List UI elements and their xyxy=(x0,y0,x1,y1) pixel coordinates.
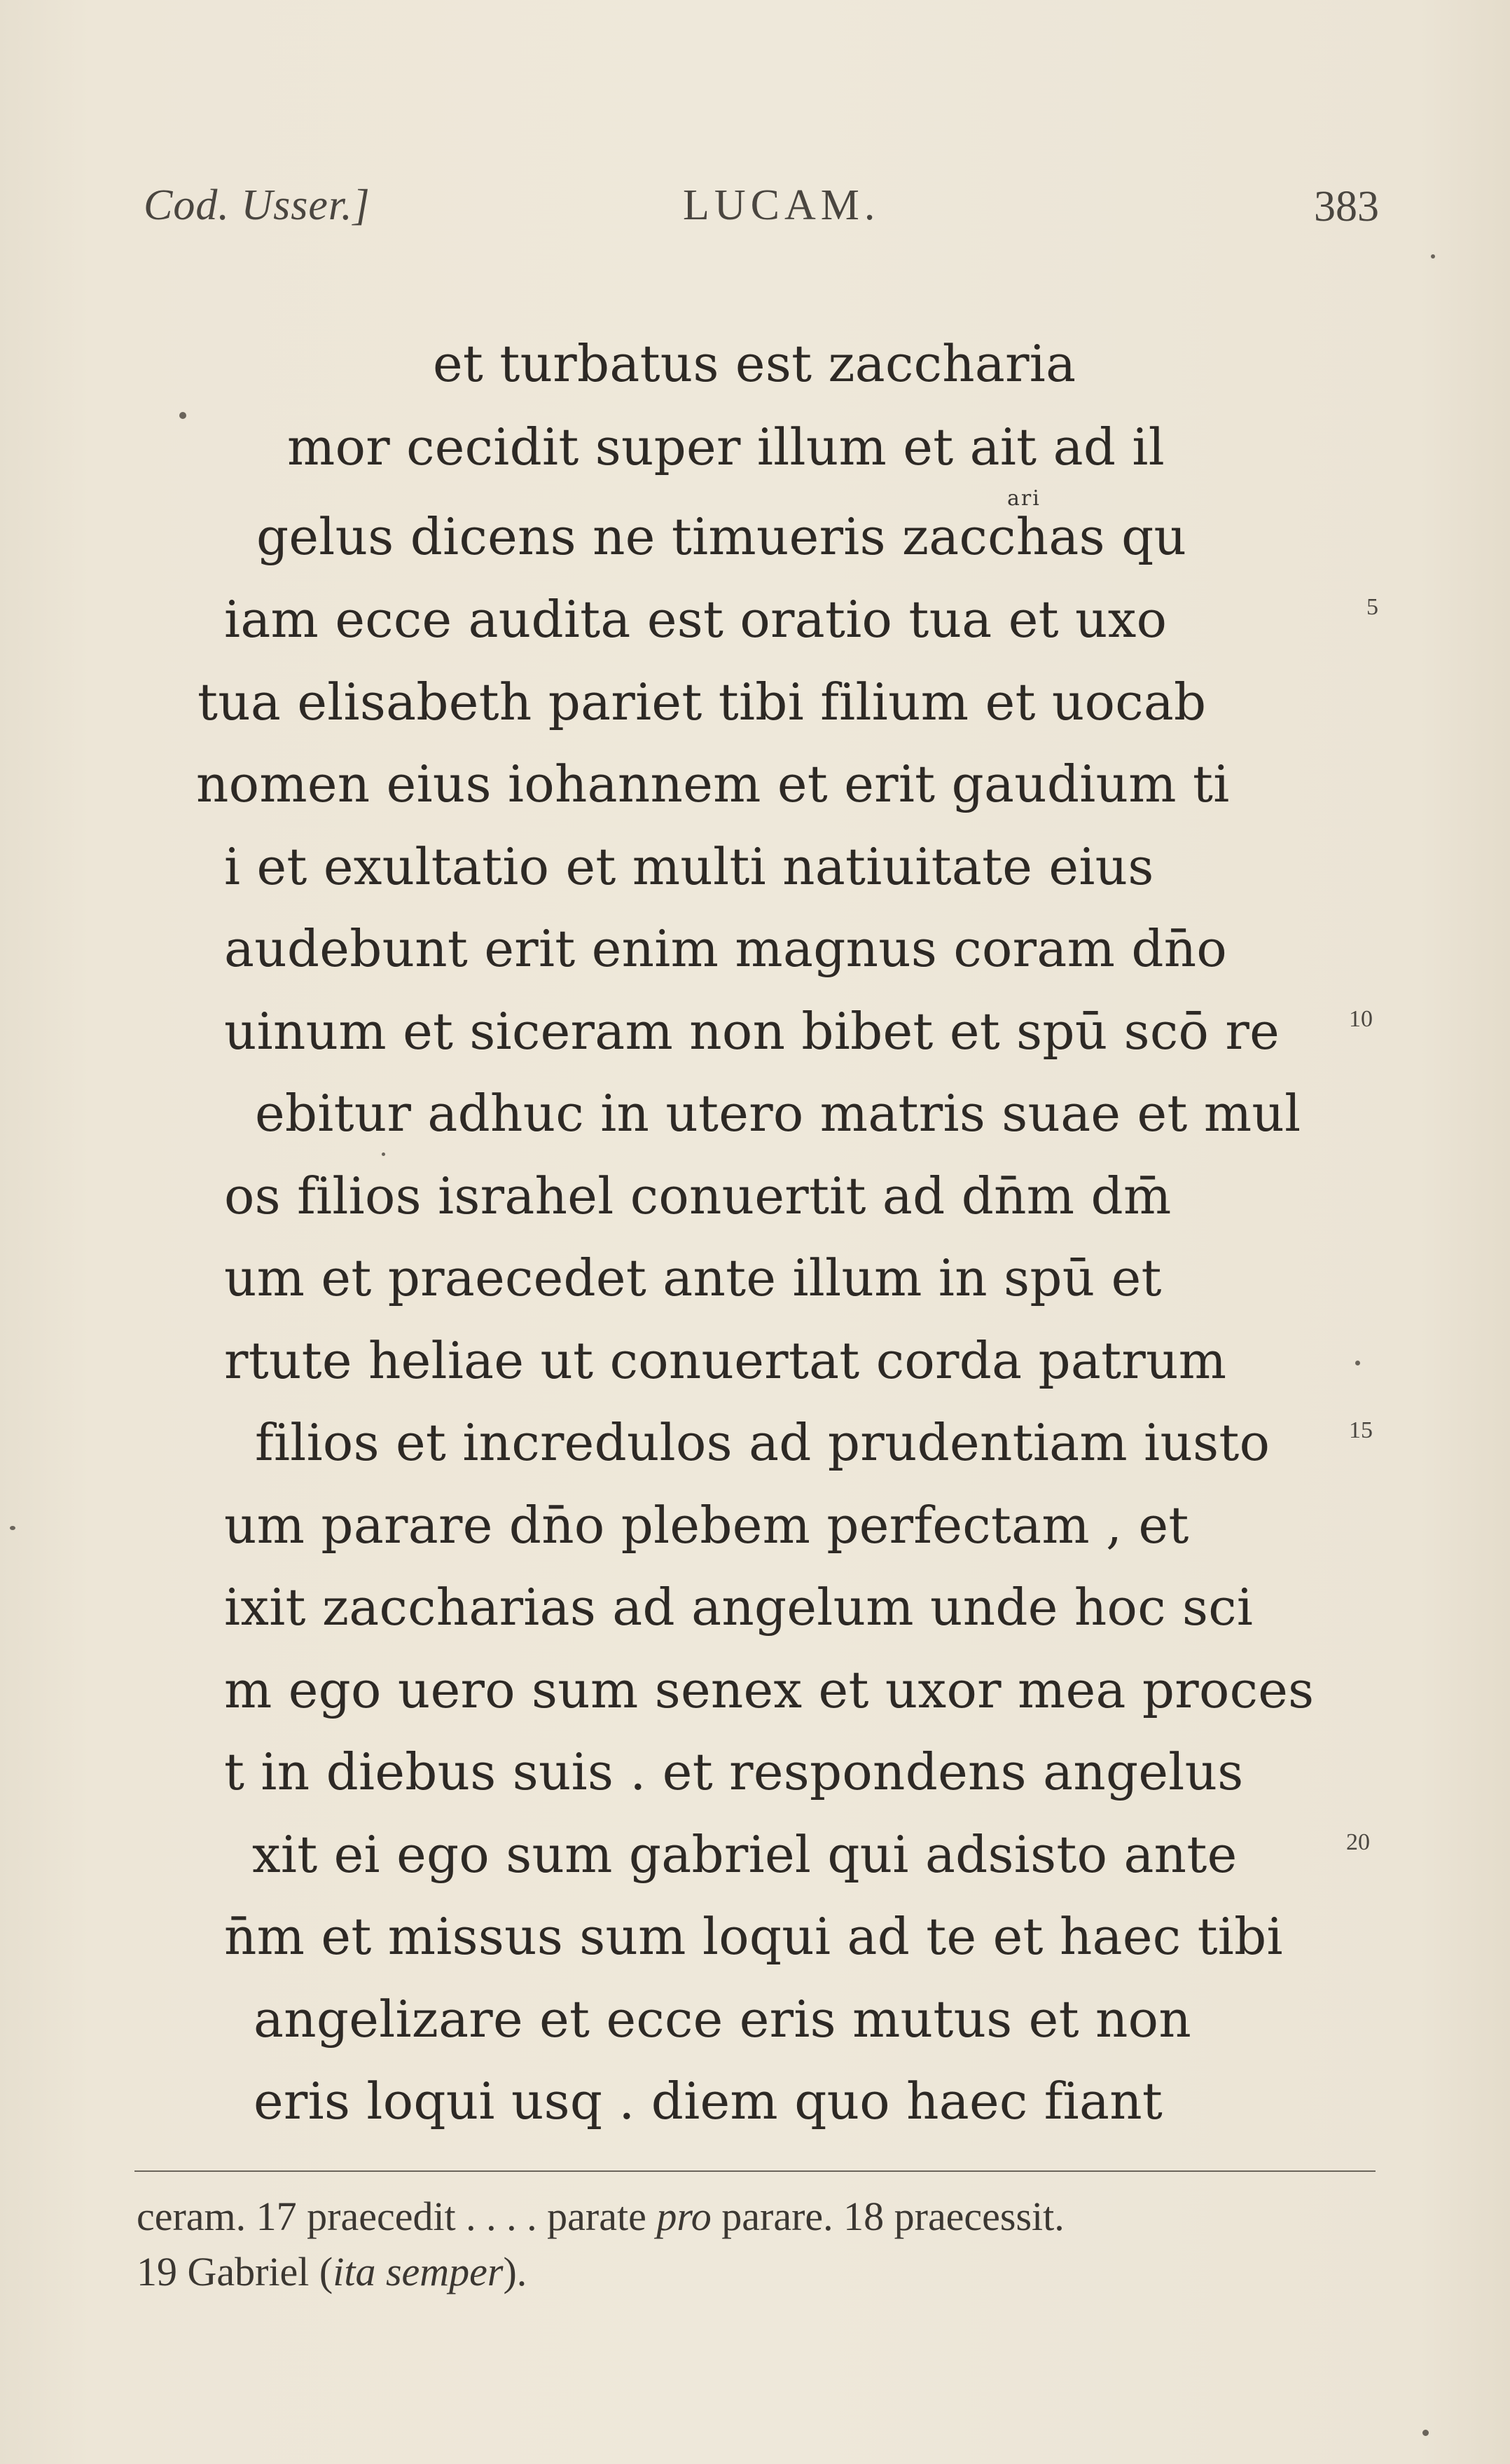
footnote-text: 19 Gabriel ( xyxy=(137,2249,333,2294)
footnote-line xyxy=(137,2249,527,2294)
text-line: eris loqui usq . diem quo haec fiant xyxy=(254,2072,1163,2131)
interlinear-gloss: ari xyxy=(1007,486,1041,511)
footnote-text: parare. 18 praecessit. xyxy=(711,2194,1065,2239)
ink-speck xyxy=(1355,1361,1360,1365)
page-number: 383 xyxy=(1314,183,1379,230)
text-line: m ego uero sum senex et uxor mea proces xyxy=(224,1660,1315,1719)
text-line: rtute heliae ut conuertat corda patrum xyxy=(224,1331,1227,1390)
text-line: nomen eius iohannem et erit gaudium ti xyxy=(196,755,1230,813)
footnote-text: ). xyxy=(503,2249,527,2294)
text-line: os filios israhel conuertit ad dn̄m dm̄ xyxy=(224,1166,1172,1225)
header-source: Cod. Usser.] xyxy=(144,181,370,229)
text-line: filios et incredulos ad prudentiam iusto xyxy=(255,1413,1270,1472)
text-line: ixit zaccharias ad angelum unde hoc sci xyxy=(224,1578,1254,1637)
footnote-line xyxy=(137,2196,1065,2237)
text-line: um et praecedet ante illum in spū et xyxy=(224,1248,1162,1307)
text-line: xit ei ego sum gabriel qui adsisto ante xyxy=(252,1825,1238,1884)
ink-speck xyxy=(1431,254,1435,259)
line-number: 5 xyxy=(1366,594,1378,620)
running-header xyxy=(0,181,1510,244)
footnote-italic: ita semper xyxy=(333,2249,504,2294)
line-number: 10 xyxy=(1349,1006,1373,1032)
footnote-rule xyxy=(134,2170,1376,2172)
text-line: audebunt erit enim magnus coram dn̄o xyxy=(224,919,1228,978)
text-line: uinum et siceram non bibet et spū scō re xyxy=(224,1002,1280,1061)
text-line: iam ecce audita est oratio tua et uxo xyxy=(224,590,1168,649)
footnote-italic: pro xyxy=(656,2194,712,2239)
text-line: tua elisabeth pariet tibi filium et uocab xyxy=(198,673,1207,731)
text-line: ebitur adhuc in utero matris suae et mul xyxy=(255,1084,1301,1143)
text-line: et turbatus est zaccharia xyxy=(433,334,1076,393)
header-title: LUCAM. xyxy=(683,181,880,229)
line-number: 20 xyxy=(1346,1829,1370,1855)
text-line: um parare dn̄o plebem perfectam , et xyxy=(224,1496,1189,1555)
text-line: angelizare et ecce eris mutus et non xyxy=(254,1990,1192,2049)
text-line: i et exultatio et multi natiuitate eius xyxy=(224,837,1154,896)
ink-speck xyxy=(179,412,186,419)
text-line: mor cecidit super illum et ait ad il xyxy=(287,418,1165,476)
line-number: 15 xyxy=(1349,1417,1373,1443)
ink-speck xyxy=(10,1526,15,1530)
ink-speck xyxy=(1422,2430,1429,2436)
text-line: t in diebus suis . et respondens angelus xyxy=(224,1742,1244,1801)
footnote-text: ceram. 17 praecedit . . . . parate xyxy=(137,2194,657,2239)
text-line: gelus dicens ne timueris zacchas qu xyxy=(256,507,1187,566)
ink-speck xyxy=(382,1152,385,1156)
text-line: n̄m et missus sum loqui ad te et haec tibi xyxy=(224,1907,1283,1966)
